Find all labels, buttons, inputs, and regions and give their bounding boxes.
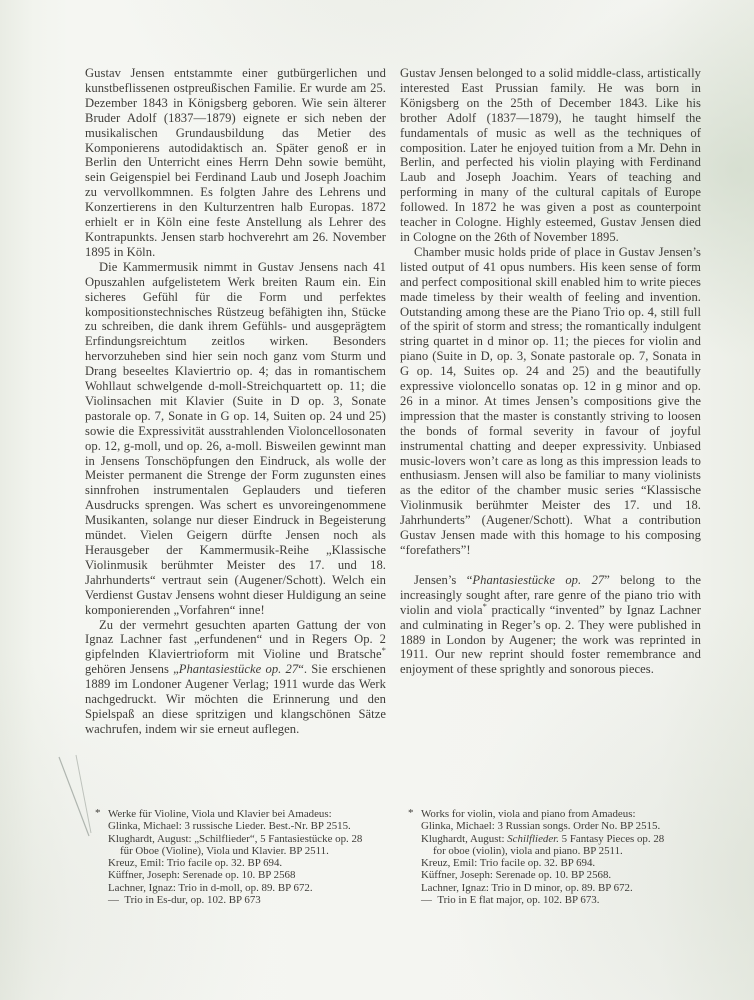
german-footnote-lines bbox=[108, 808, 390, 906]
footnote-line: Küffner, Joseph: Serenade op. 10. BP 2568. bbox=[421, 869, 612, 882]
german-paragraph: Die Kammermusik nimmt in Gustav Jensens nach 41 Opuszahlen aufgelistetem Werk breiten Raum ein. Ein sicheres Gefühl für die Form und perfektes kompositionstechnisches Rüstzeug befähigten ihn, Stücke zu schreiben, die dank ihrem Gefühls- und ausgeprägtem Erfindungsreichtum zeitlos wirken. Besonders hervorzuheben sind hier sein noch ganz vom Sturm und Drang beseeltes Klaviertrio op. 4; das in romantischem Wohllaut schwelgende d-moll-Streichquartett op. 11; die Violinsachen mit Klavier (Suite in D op. 3, Sonate pastorale op. 7, Sonate in G op. 14, Suiten op. 24 und 25) sowie die Expressivität ausstrahlenden Violoncellosonaten op. 12, g-moll, und op. 26, a-moll. Bisweilen gewinnt man in Jensens Tonschöpfungen den Eindruck, als wolle der Meister permanent die Strenge der Form zugunsten eines sinnfrohen instrumentalen Geplauders und tieferen Ausdrucks sprengen. Was schert es unvoreingenommene Musikanten, solange nur dieser Eindruck in Begeisterung mündet. Vielen Geigern dürfte Jensen noch als Herausgeber der Kammermusik-Reihe „Klassische Violinmusik berühmter Meister des 17. und 18. Jahrhunderts“ vertraut sein (Augener/Schott). Welch ein Verdienst Gustav Jensens wohnt dieser Huldigung an seine komponierenden „Vorfahren“ inne! bbox=[85, 259, 386, 617]
english-paragraph: Gustav Jensen belonged to a solid middle-class, artistically interested East Prussian family. He was born in Königsberg on the 25th of December 1843. Like his brother Adolf (1837—1879), he taught himself the fundamentals of music as well as the techniques of composition. Later he enjoyed tuition from a Mr. Dehn in Berlin, and perfected his violin playing with Ferdinand Laub and Joseph Joachim. Years of teaching and performing in many of the cultural capitals of Europe followed. In 1872 he was given a post as counterpoint teacher in Cologne. Highly esteemed, Gustav Jensen died in Cologne on the 26th of November 1895. bbox=[400, 66, 701, 244]
footnote-line: Werke für Violine, Viola und Klavier bei Amadeus: bbox=[108, 808, 332, 820]
english-text-column bbox=[400, 66, 701, 677]
english-footnote-lines bbox=[421, 808, 703, 906]
german-footnote bbox=[95, 807, 390, 907]
footnote-line: — Trio in E flat major, op. 102. BP 673. bbox=[421, 894, 600, 907]
footnote-line: — Trio in Es-dur, op. 102. BP 673 bbox=[108, 894, 261, 907]
footnote-line: for oboe (violin), viola and piano. BP 2511. bbox=[433, 844, 623, 857]
footnote-line: Klughardt, August: Schilflieder. 5 Fantasy Pieces op. 28 bbox=[421, 832, 665, 845]
footnote-line: für Oboe (Violine), Viola und Klavier. BP 2511. bbox=[120, 844, 329, 857]
pencil-check-mark bbox=[50, 746, 102, 842]
english-paragraph: Chamber music holds pride of place in Gustav Jensen’s listed output of 41 opus numbers. His keen sense of form and perfect compositional skill enabled him to write pieces made timeless by their wealth of feeling and invention. Outstanding among these are the Piano Trio op. 4, still full of the spirit of storm and stress; the romantically indulgent string quartet in d minor op. 11; the pieces for violin and piano (Suite in D, op. 3, Sonate pastorale op. 7, Sonata in G op. 14, Suites op. 24 and 25) and the beautifully expressive violoncello sonatas op. 12 in g minor and op. 26 in a minor. At times Jensen’s compositions give the impression that the master is constantly striving to loosen the bonds of formal severity in favour of joyful instrumental chatting and deeper expressivity. Unbiased music-lovers won’t care as long as this impression leads to enthusiasm. Jensen will also be familiar to many violinists as the editor of the chamber music series “Klassische Violinmusik berühmter Meister des 17. und 18. Jahrhunderts” (Augener/Schott). What a contribution Gustav Jensen made with this homage to his composing “forefathers”! bbox=[400, 244, 701, 557]
footnote-line: Lachner, Ignaz: Trio in d-moll, op. 89. BP 672. bbox=[108, 881, 313, 894]
footnote-line: Glinka, Michael: 3 russische Lieder. Best.-Nr. BP 2515. bbox=[108, 820, 351, 833]
footnote-asterisk: * bbox=[408, 807, 414, 819]
footnote-line: Lachner, Ignaz: Trio in D minor, op. 89. BP 672. bbox=[421, 881, 633, 894]
german-text-column bbox=[85, 66, 386, 737]
footnote-line: Works for violin, viola and piano from Amadeus: bbox=[421, 808, 636, 820]
footnote-line: Glinka, Michael: 3 Russian songs. Order No. BP 2515. bbox=[421, 820, 661, 833]
footnote-line: Küffner, Joseph: Serenade op. 10. BP 2568 bbox=[108, 869, 296, 882]
footnote-asterisk: * bbox=[95, 807, 101, 819]
english-paragraph: Jensen’s “Phantasiestücke op. 27” belong to the increasingly sought after, rare genre of the piano trio with violin and viola* practically “invented” by Ignaz Lachner and culminating in Reger’s op. 2. They were published in 1889 in London by Augener; the work was reprinted in 1911. Our new reprint should foster remembrance and enjoyment of these sprightly and sonorous pieces. bbox=[400, 572, 701, 677]
footnote-line: Klughardt, August: „Schilflieder“, 5 Fantasiestücke op. 28 bbox=[108, 832, 363, 845]
footnote-line: Kreuz, Emil: Trio facile op. 32. BP 694. bbox=[421, 857, 596, 870]
english-footnote bbox=[408, 807, 703, 907]
german-paragraph: Zu der vermehrt gesuchten aparten Gattung der von Ignaz Lachner fast „erfundenen“ und in Regers Op. 2 gipfelnden Klaviertrioform mit Violine und Bratsche* gehören Jensens „Phantasiestücke op. 27“. Sie erschienen 1889 im Londoner Augener Verlag; 1911 wurde das Werk nachgedruckt. Wir möchten die Erinnerung und den Spielspaß an diese spritzigen und klangschönen Sätze wachrufen, indem wir sie erneut auflegen. bbox=[85, 617, 386, 736]
german-paragraph: Gustav Jensen entstammte einer gutbürgerlichen und kunstbeflissenen ostpreußischen Familie. Er wurde am 25. Dezember 1843 in Königsberg geboren. Wie sein älterer Bruder Adolf (1837—1879) eignete er sich neben der musikalischen Grundausbildung das Metier des Komponierens autodidaktisch an. Später genoß er in Berlin den Unterricht eines Herrn Dehn sowie bemüht, sein Geigenspiel bei Ferdinand Laub und Joseph Joachim zu vervollkommnen. Es folgten Jahre des Lehrens und Konzertierens in den Kulturzentren halb Europas. 1872 erhielt er in Köln eine feste Anstellung als Lehrer des Kontrapunkts. Jensen starb hochverehrt am 26. November 1895 in Köln. bbox=[85, 66, 386, 259]
footnote-line: Kreuz, Emil: Trio facile op. 32. BP 694. bbox=[108, 857, 283, 870]
